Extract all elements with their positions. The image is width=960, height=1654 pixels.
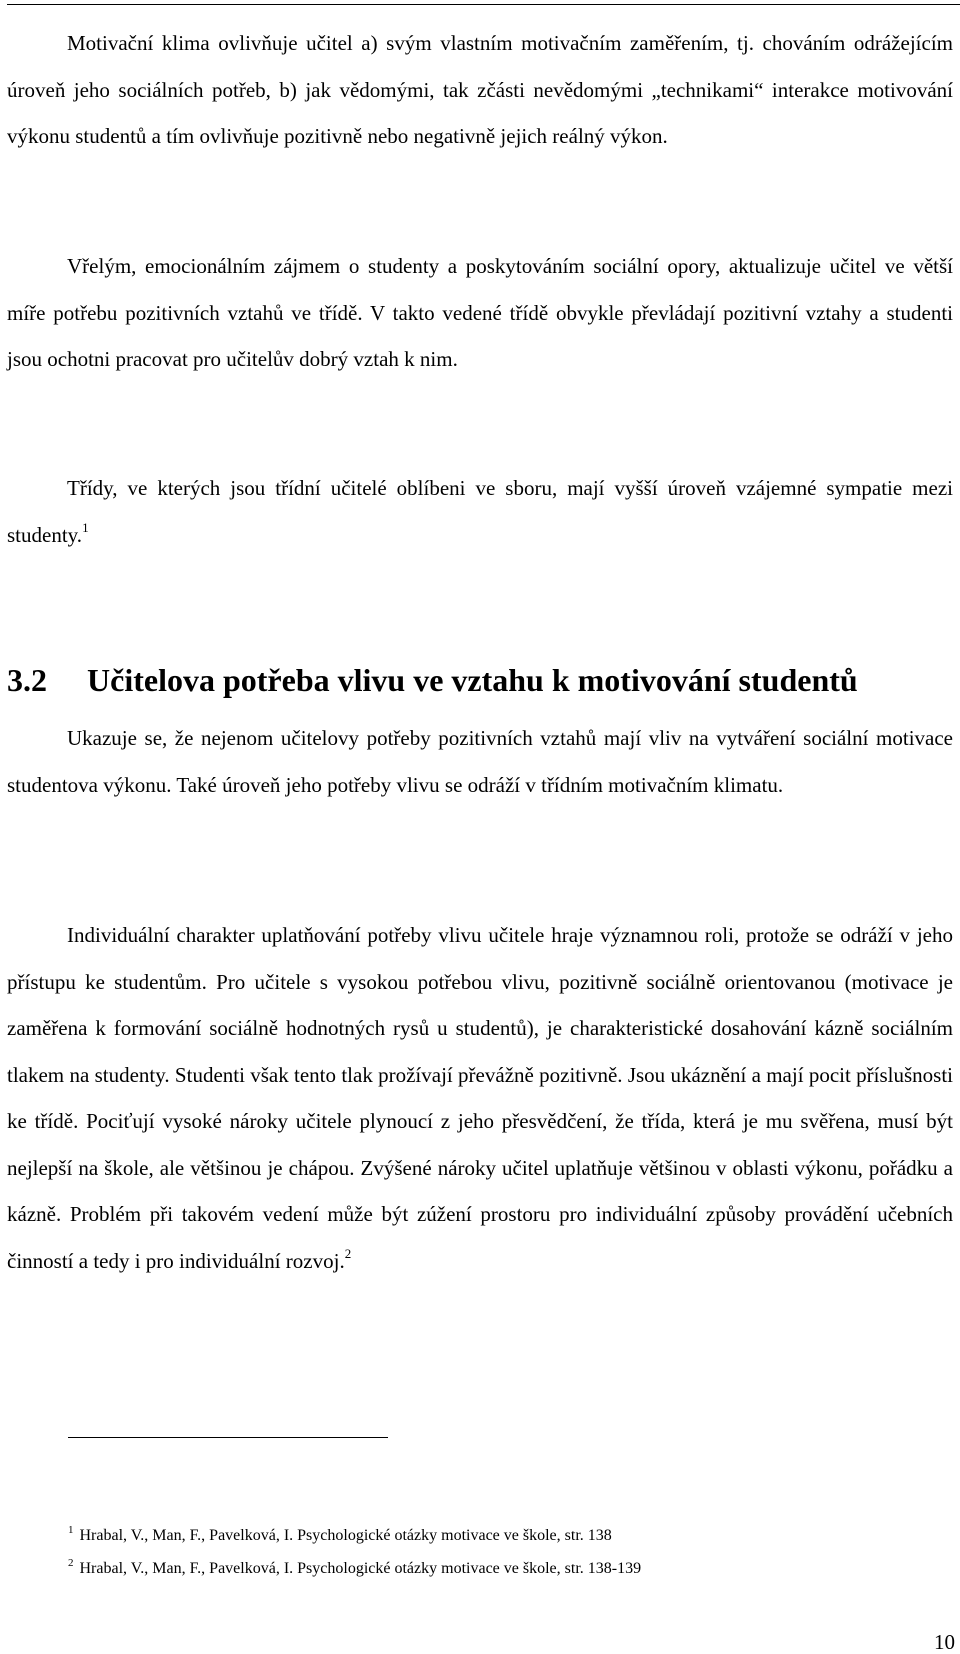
footnote-separator	[68, 1437, 388, 1438]
footnote-2	[68, 1559, 641, 1579]
footnote-1-number: 1	[68, 1524, 74, 1536]
paragraph-3-text: Třídy, ve kterých jsou třídní učitelé oblíbeni ve sboru, mají vyšší úroveň vzájemné sympatie mezi studenty.	[7, 476, 953, 547]
section-title: Učitelova potřeba vlivu ve vztahu k motivování studentů	[87, 662, 858, 698]
paragraph-5-text: Individuální charakter uplatňování potřeby vlivu učitele hraje významnou roli, protože se odráží v jeho přístupu ke studentům. Pro učitele s vysokou potřebou vlivu, pozitivně sociálně orientovanou (motivace je zaměřena k formování sociálně hodnotných rysů u studentů), je charakteristické dosahování kázně sociálním tlakem na studenty. Studenti však tento tlak prožívají převážně pozitivně. Jsou ukáznění a mají pocit příslušnosti ke třídě. Pociťují vysoké nároky učitele plynoucí z jeho přesvědčení, že třída, která je mu svěřena, musí být nejlepší na škole, ale většinou je chápou. Zvýšené nároky učitel uplatňuje většinou v oblasti výkonu, pořádku a kázně. Problém při takovém vedení může být zúžení prostoru pro individuální způsoby provádění učebních činností a tedy i pro individuální rozvoj.	[7, 923, 953, 1273]
paragraph-3	[7, 465, 953, 558]
footnote-2-text: Hrabal, V., Man, F., Pavelková, I. Psychologické otázky motivace ve škole, str. 138-139	[79, 1560, 642, 1577]
paragraph-5	[7, 912, 953, 1284]
paragraph-1	[7, 20, 953, 160]
paragraph-2	[7, 243, 953, 383]
paragraph-1-text: Motivační klima ovlivňuje učitel a) svým vlastním motivačním zaměřením, tj. chováním odrážejícím úroveň jeho sociálních potřeb, b) jak vědomými, tak zčásti nevědomými „technikami“ interakce motivování výkonu studentů a tím ovlivňuje pozitivně nebo negativně jejich reálný výkon.	[7, 31, 953, 148]
paragraph-2-text: Vřelým, emocionálním zájmem o studenty a poskytováním sociální opory, aktualizuje učitel ve větší míře potřebu pozitivních vztahů ve třídě. V takto vedené třídě obvykle převládají pozitivní vztahy a studenti jsou ochotni pracovat pro učitelův dobrý vztah k nim.	[7, 254, 953, 371]
section-number: 3.2	[7, 662, 47, 698]
footnote-1	[68, 1526, 612, 1546]
section-heading	[7, 660, 858, 700]
paragraph-4	[7, 715, 953, 808]
paragraph-4-text: Ukazuje se, že nejenom učitelovy potřeby pozitivních vztahů mají vliv na vytváření sociální motivace studentova výkonu. Také úroveň jeho potřeby vlivu se odráží v třídním motivačním klimatu.	[7, 726, 953, 797]
footnote-2-number: 2	[68, 1557, 74, 1569]
page-number: 10	[934, 1630, 955, 1654]
header-rule	[7, 4, 960, 5]
footnote-1-text: Hrabal, V., Man, F., Pavelková, I. Psychologické otázky motivace ve škole, str. 138	[79, 1527, 612, 1544]
footnote-ref-2: 2	[344, 1245, 352, 1261]
footnote-ref-1: 1	[82, 519, 89, 535]
